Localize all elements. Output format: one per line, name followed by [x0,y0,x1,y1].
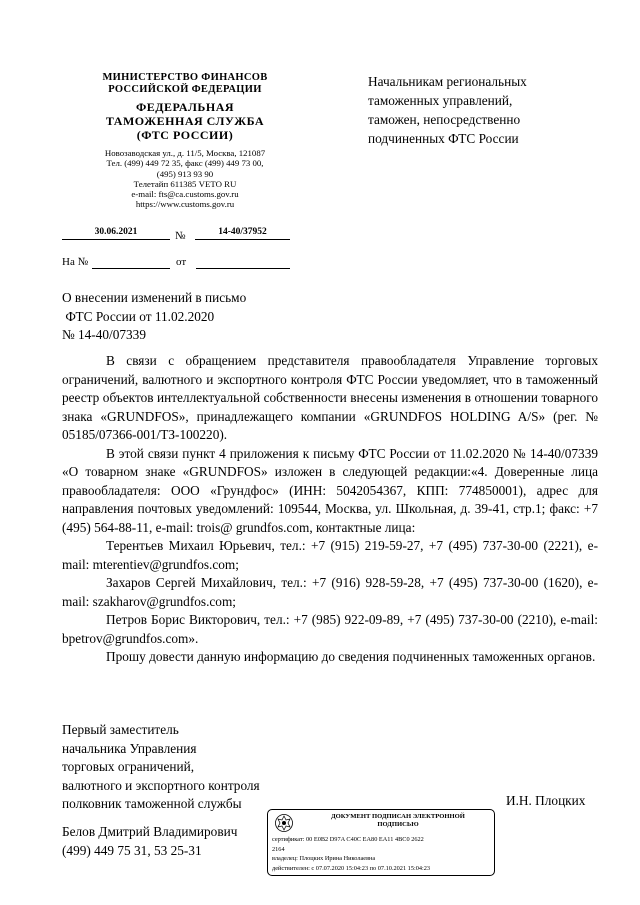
emblem-icon [274,813,294,833]
teletype: Телетайп 611385 VETO RU [133,178,237,189]
address-line1: Новозаводская ул., д. 11/5, Москва, 121087 [104,148,266,158]
subject-line2: ФТС России от 11.02.2020 [62,308,215,324]
stamp-header-line2: ПОДПИСЬЮ [377,821,419,828]
document-number: 14-40/37952 [195,226,290,240]
letter-body [62,352,598,667]
address-line2: Тел. (499) 449 72 35, факс (499) 449 73 00, [106,158,264,169]
document-date: 30.06.2021 [62,226,170,240]
signer-title-line4: валютного и экспортного контроля [62,777,260,793]
body-paragraph: Петров Борис Викторович, тел.: +7 (985) 922-09-89, +7 (495) 737-30-00 (2210), e-mail: bpetrov@grundfos.com». [62,612,598,646]
body-paragraph: В этой связи пункт 4 приложения к письму ФТС России от 11.02.2020 № 14-40/07339 «О товарном знаке «GRUNDFOS» изложен в следующей редакции:«4. Доверенные лица правообладателя: ООО «Грундфос» (ИНН: 5042054367, КПП: 774850001), адрес для направления почтовых уведомлений: 109544, Москва, ул. Школьная, д. 39-41, стр.1; факс: +7 (495) 564-88-11, e-mail: trois@ grundfos.com, контактные лица: [62,445,598,535]
signer-title-line5: полковник таможенной службы [62,796,242,811]
number-sign: № [175,230,186,242]
reference-date-line [196,268,290,269]
signer-name: И.Н. Плоцких [506,793,586,808]
addressee-line1: Начальникам региональных [368,74,527,89]
stamp-header-line1: ДОКУМЕНТ ПОДПИСАН ЭЛЕКТРОННОЙ [331,813,465,820]
ministry-name-line1: МИНИСТЕРСТВО ФИНАНСОВ [102,72,268,83]
contact-name: Белов Дмитрий Владимирович [62,824,238,839]
letterhead [60,72,310,210]
address-line3: (495) 913 93 90 [156,168,214,179]
signer-title [62,721,260,814]
stamp-certificate: сертификат: 00 E0B2 D97A C40C EA80 EA11 4BC0 2622 [272,836,424,843]
email-address: e-mail: fts@ca.customs.gov.ru [131,189,239,200]
reference-number-line [92,268,170,269]
addressee [368,72,588,148]
subject-line3: № 14-40/07339 [62,327,146,342]
addressee-line3: таможен, непосредственно [368,112,521,127]
subject [62,289,246,345]
stamp-certificate-cont: 2164 [272,845,285,853]
signer-title-line3: торговых ограничений, [62,759,195,774]
stamp-header [306,813,490,829]
subject-line1: О внесении изменений в письмо [62,290,247,305]
signer-title-line1: Первый заместитель [62,722,179,737]
stamp-details [272,835,430,873]
addressee-line2: таможенных управлений, [368,93,513,108]
esignature-stamp [267,809,495,876]
contact-phone: (499) 449 75 31, 53 25-31 [62,842,202,858]
website: https://www.customs.gov.ru [135,199,235,210]
stamp-owner: владелец: Плоцких Ирина Николаевна [272,855,376,862]
reference-from-label: от [176,256,187,268]
contact-person [62,823,237,860]
body-paragraph: В связи с обращением представителя правообладателя Управление торговых ограничений, валютного и экспортного контроля ФТС России уведомляет, что в таможенный реестр объектов интеллектуальной собственности внесены изменения в отношении товарного знака «GRUNDFOS», принадлежащего компании «GRUNDFOS HOLDING A/S» (рег. № 05185/07366-001/ТЗ-100220). [62,353,598,442]
service-name-line3: (ФТС РОССИИ) [136,128,234,142]
stamp-validity: действителен: с 07.07.2020 15:04:23 по 07.10.2021 15:04:23 [272,864,431,872]
body-paragraph: Прошу довести данную информацию до сведения подчиненных таможенных органов. [106,649,596,664]
addressee-line4: подчиненных ФТС России [368,131,519,146]
ministry-name-line2: РОССИЙСКОЙ ФЕДЕРАЦИИ [108,84,262,95]
reference-label: На № [62,256,89,268]
signer-title-line2: начальника Управления [62,740,197,756]
service-name-line2: ТАМОЖЕННАЯ СЛУЖБА [105,114,265,128]
body-paragraph: Терентьев Михаил Юрьевич, тел.: +7 (915) 219-59-27, +7 (495) 737-30-00 (2221), e-mail: mterentiev@grundfos.com; [62,538,598,572]
body-paragraph: Захаров Сергей Михайлович, тел.: +7 (916) 928-59-28, +7 (495) 737-30-00 (1620), e-mail: szakharov@grundfos.com; [62,575,598,609]
service-name-line1: ФЕДЕРАЛЬНАЯ [135,100,235,114]
